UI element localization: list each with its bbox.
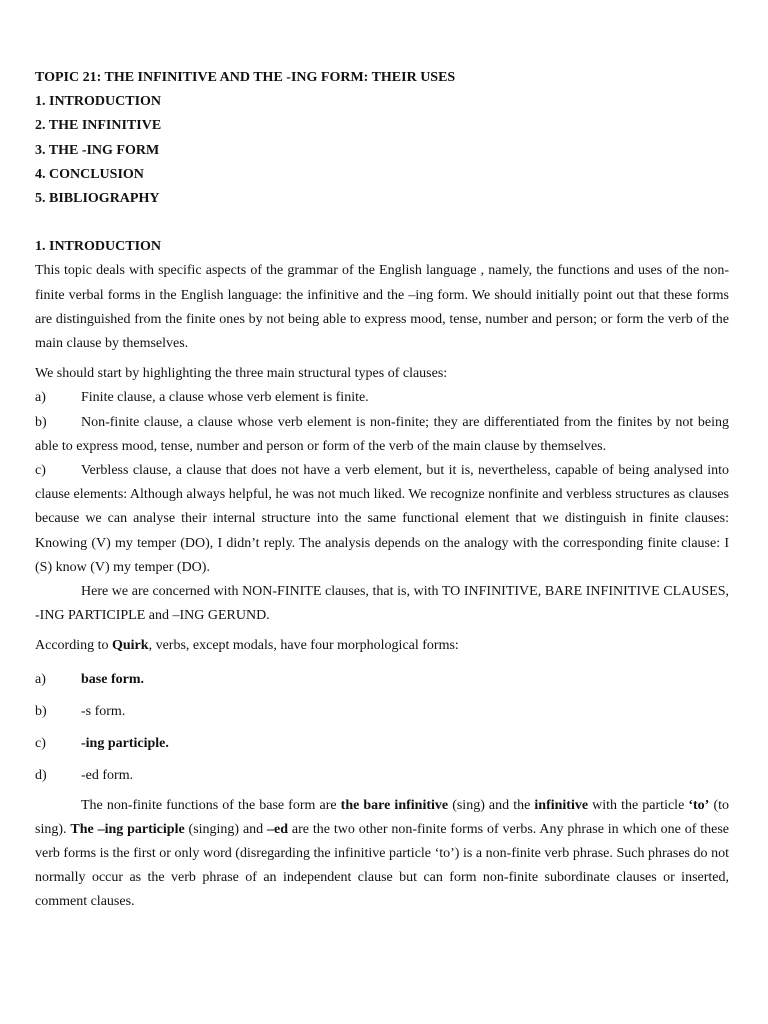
text-run: (to sing). (35, 797, 729, 837)
toc-item-bibliography: 5. BIBLIOGRAPHY (35, 191, 160, 207)
intro-paragraph-5 (35, 794, 729, 915)
list-marker: a) (35, 390, 46, 406)
form-item-b (35, 700, 729, 724)
clause-type-b (35, 411, 729, 459)
term-ed: –ed (267, 821, 289, 837)
text-run: (singing) and (184, 821, 268, 837)
toc-item-conclusion: 4. CONCLUSION (35, 166, 144, 182)
document-page (35, 66, 729, 915)
term-infinitive: infinitive (534, 797, 589, 813)
intro-paragraph-1: This topic deals with specific aspects of the grammar of the English language , namely, the functions and uses of the non-finite verbal forms in the English language: the infinitive and the –ing form. We should initially point out that these forms are distinguished from the finite ones by not being able to express mood, tense, number and person; or form the verb of the main clause by themselves. (35, 263, 729, 352)
toc-item-infinitive: 2. THE INFINITIVE (35, 118, 162, 134)
form-item-c (35, 732, 729, 756)
p4-text-post: , verbs, except modals, have four morphological forms: (148, 638, 459, 654)
list-marker: d) (35, 767, 47, 783)
toc-item-ing-form: 3. THE -ING FORM (35, 142, 160, 158)
list-text: Finite clause, a clause whose verb element is finite. (81, 390, 369, 406)
form-item-d (35, 764, 729, 788)
intro-paragraph-3: Here we are concerned with NON-FINITE clauses, that is, with TO INFINITIVE, BARE INFINITIVE CLAUSES, -ING PARTICIPLE and –ING GERUND. (35, 584, 729, 624)
list-marker: c) (35, 463, 46, 479)
term-ing-participle: The –ing participle (70, 821, 185, 837)
term-to-particle: ‘to’ (688, 797, 710, 813)
text-run: are the two other non-finite forms of verbs. Any phrase in which one of these verb forms is the first or only word (disregarding the infinitive particle ‘to’) is a non-finite verb phrase. Such phrases do not normally occur as the verb phrase of an independent clause but can form non-finite subordinate clauses or inserted, comment clauses. (35, 821, 730, 910)
list-marker: b) (35, 414, 47, 430)
clause-type-c (35, 459, 729, 580)
section-heading-introduction: 1. INTRODUCTION (35, 239, 162, 255)
intro-paragraph-2: We should start by highlighting the three main structural types of clauses: (35, 366, 448, 382)
list-text: -s form. (81, 703, 126, 719)
text-run: The non-finite functions of the base form are (81, 797, 341, 813)
list-marker: b) (35, 703, 47, 719)
text-run: (sing) and the (448, 797, 535, 813)
list-marker: a) (35, 671, 46, 687)
term-bare-infinitive: the bare infinitive (340, 797, 449, 813)
quirk-author: Quirk (111, 638, 149, 654)
intro-paragraph-4 (35, 634, 729, 658)
list-text: base form. (81, 671, 144, 687)
toc-item-introduction: 1. INTRODUCTION (35, 94, 162, 110)
clause-type-a (35, 386, 729, 410)
list-text: Non-finite clause, a clause whose verb element is non-finite; they are differentiated from the finites by not being able to express mood, tense, number and person or form of the verb of the main clause by themselves. (35, 414, 729, 454)
list-text: -ing participle. (81, 735, 169, 751)
list-marker: c) (35, 735, 46, 751)
list-text: -ed form. (81, 767, 134, 783)
p4-text-pre: According to (35, 638, 112, 654)
section-gap (35, 211, 729, 235)
topic-title: TOPIC 21: THE INFINITIVE AND THE -ING FORM: THEIR USES (35, 70, 456, 85)
form-item-a (35, 668, 729, 692)
list-text: Verbless clause, a clause that does not have a verb element, but it is, nevertheless, capable of being analysed into clause elements: Although always helpful, he was not much liked. We recognize nonfinite and verbless structures as clauses because we can analyse their internal structure into the same functional element that we distinguish in finite clauses: Knowing (V) my temper (DO), I didn’t reply. The analysis depends on the analogy with the corresponding finite clause: I (S) know (V) my temper (DO). (35, 463, 729, 575)
text-run: with the particle (588, 797, 689, 813)
